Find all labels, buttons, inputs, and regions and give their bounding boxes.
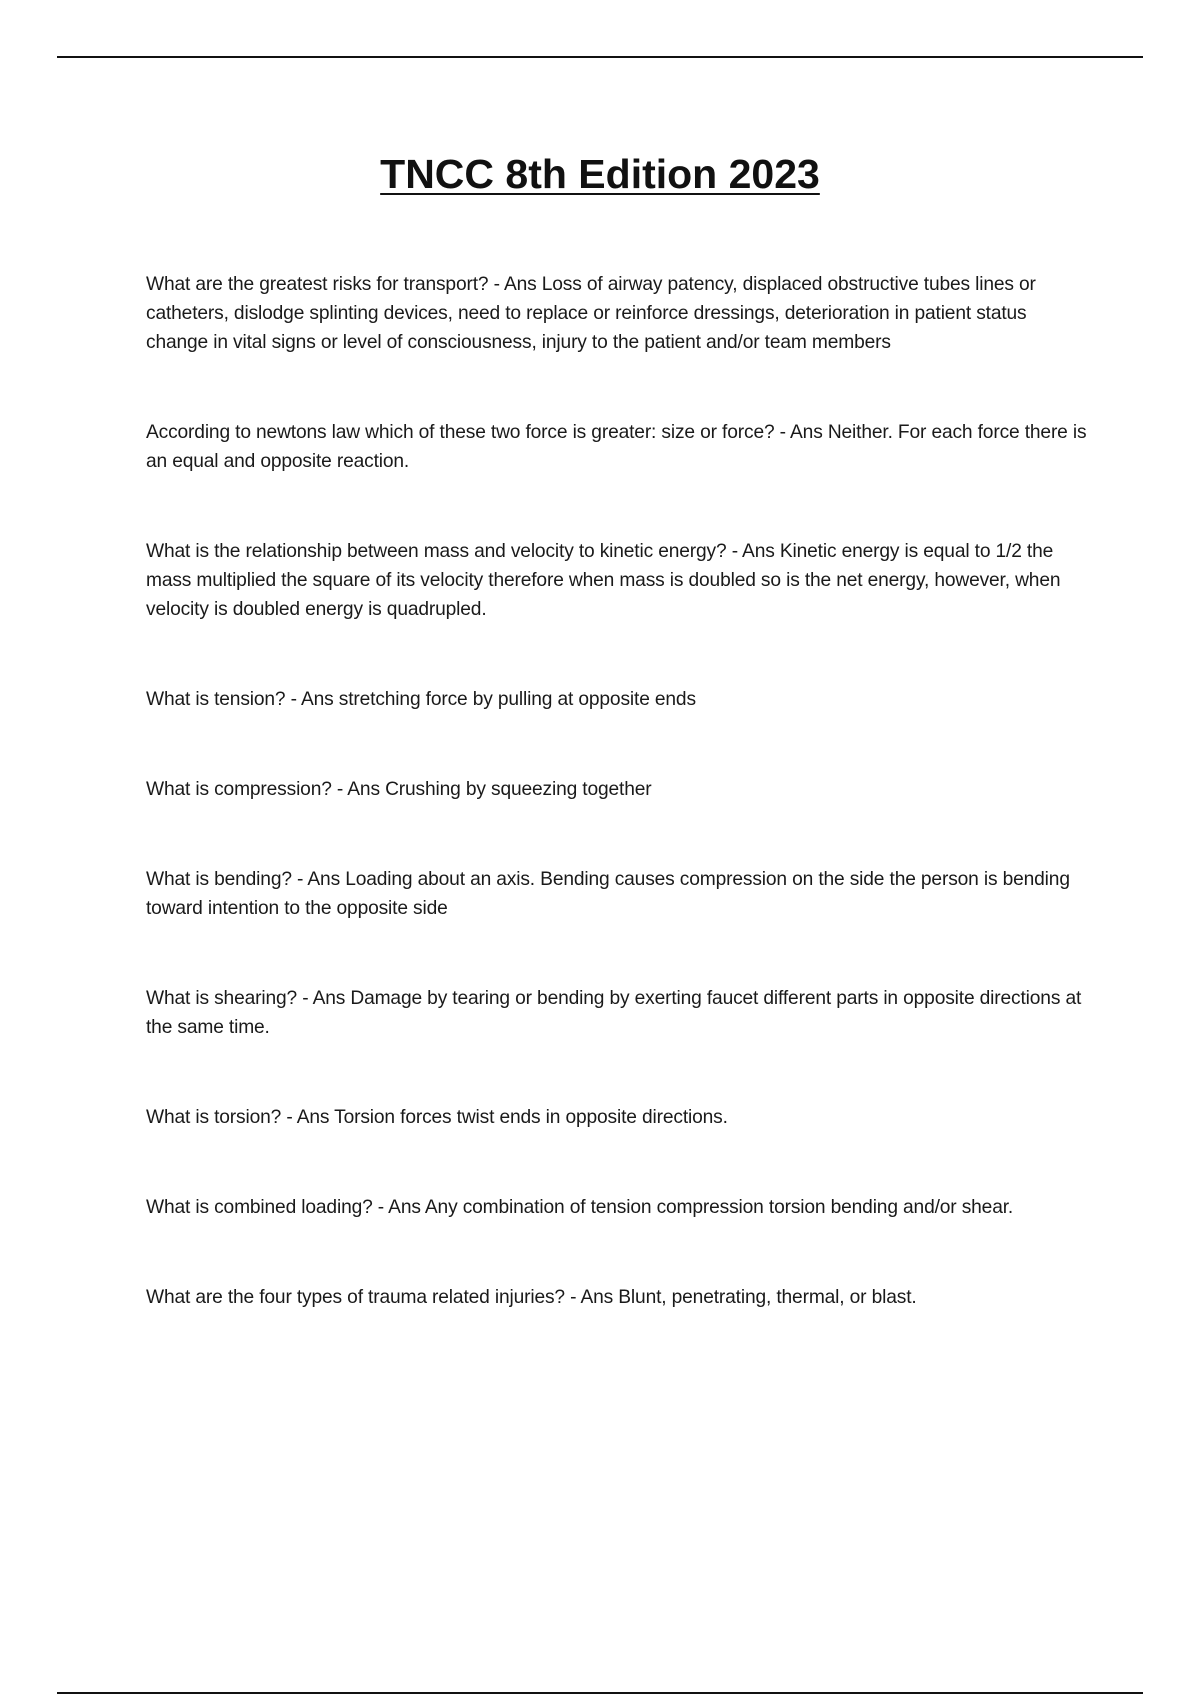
qa-item: According to newtons law which of these two force is greater: size or force? - Ans Neither. For each force there is an equal and opposite reaction.	[146, 422, 1087, 472]
header-rule	[57, 56, 1143, 58]
qa-item: What is combined loading? - Ans Any combination of tension compression torsion bending and/or shear.	[146, 1197, 1014, 1218]
qa-item: What are the four types of trauma related injuries? - Ans Blunt, penetrating, thermal, or blast.	[146, 1287, 917, 1308]
document-title: TNCC 8th Edition 2023	[380, 151, 820, 197]
qa-item: What is compression? - Ans Crushing by squeezing together	[146, 779, 652, 800]
qa-item: What is bending? - Ans Loading about an axis. Bending causes compression on the side the person is bending toward intention to the opposite side	[146, 869, 1070, 919]
qa-item: What is tension? - Ans stretching force by pulling at opposite ends	[146, 689, 696, 710]
qa-item: What is torsion? - Ans Torsion forces twist ends in opposite directions.	[146, 1107, 728, 1128]
qa-item: What is the relationship between mass and velocity to kinetic energy? - Ans Kinetic energy is equal to 1/2 the mass multiplied the square of its velocity therefore when mass is doubled so is the net energy, however, when velocity is doubled energy is quadrupled.	[146, 541, 1061, 620]
qa-list	[146, 270, 1090, 1373]
footer-rule	[57, 1692, 1143, 1694]
qa-item: What is shearing? - Ans Damage by tearing or bending by exerting faucet different parts in opposite directions at the same time.	[146, 988, 1082, 1038]
qa-item: What are the greatest risks for transport? - Ans Loss of airway patency, displaced obstructive tubes lines or catheters, dislodge splinting devices, need to replace or reinforce dressings, deterioration in patient status change in vital signs or level of consciousness, injury to the patient and/or team members	[146, 274, 1036, 353]
